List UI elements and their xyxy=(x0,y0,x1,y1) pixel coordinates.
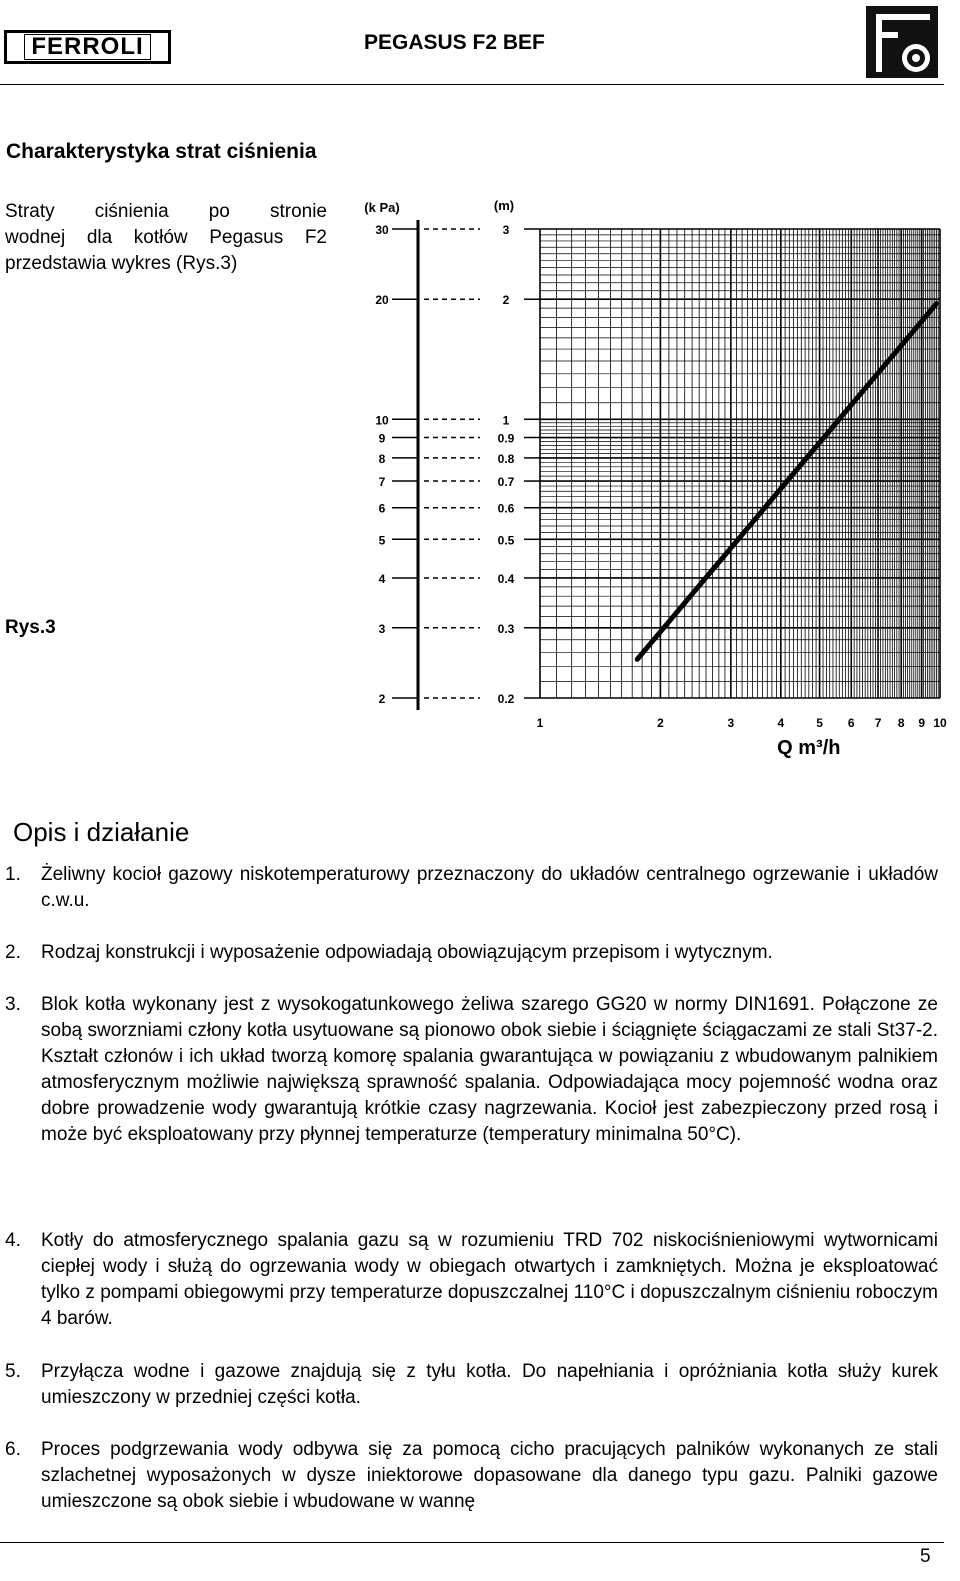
y-tick-label-m: 3 xyxy=(502,223,510,237)
item-number: 2. xyxy=(5,942,21,963)
x-tick-label: 5 xyxy=(816,716,823,730)
section-title: Charakterystyka strat ciśnienia xyxy=(6,140,317,163)
x-axis-label: Q m³/h xyxy=(777,737,841,759)
item-text: Blok kotła wykonany jest z wysokogatunkowego żeliwa szarego GG20 w normy DIN1691. Połączone ze sobą sworzniami człony kotła usytuowane są pionowo obok siebie i ściągnięte ściągaczami ze stali St37-2. Kształt członów i ich układ tworzą komorę spalania gwarantująca w powiązaniu z wbudowanym palnikiem atmosferycznym możliwie największą sprawność spalania. Odpowiadająca mocy pojemność wodna oraz dobre prowadzenie wody gwarantują krótkie czasy nagrzewania. Kocioł jest zabezpieczony przed rosą i może być eksploatowany przy płynnej temperaturze (temperatury minimalna 50°C). xyxy=(41,994,938,1145)
y-axis-label-m: (m) xyxy=(493,198,515,213)
list-item xyxy=(5,992,938,1148)
x-tick-label: 4 xyxy=(777,716,785,730)
y-tick-label-kpa: 3 xyxy=(378,621,386,636)
item-number: 1. xyxy=(5,864,21,885)
y-tick-label-kpa: 8 xyxy=(378,451,386,466)
y-tick-label-m: 2 xyxy=(502,293,510,308)
intro-line: przedstawia wykres (Rys.3) xyxy=(5,253,238,274)
y-tick-label-kpa: 4 xyxy=(378,571,386,586)
x-tick-label: 2 xyxy=(657,716,664,730)
item-text: Przyłącza wodne i gazowe znajdują się z tyłu kotła. Do napełniania i opróżniania kotła służy kurek umieszczony w przedniej części kotła. xyxy=(41,1361,938,1408)
y-tick-label-kpa: 30 xyxy=(375,223,389,237)
item-number: 4. xyxy=(5,1230,21,1251)
y-tick-label-kpa: 2 xyxy=(378,692,386,706)
brand-mark-icon xyxy=(866,6,938,78)
y-tick-label-kpa: 7 xyxy=(378,475,386,490)
y-tick-label-kpa: 6 xyxy=(378,501,386,516)
y-tick-label-m: 0.7 xyxy=(497,475,515,490)
list-item xyxy=(5,1437,938,1515)
x-tick-label: 8 xyxy=(897,716,905,730)
description-title: Opis i działanie xyxy=(13,817,190,847)
x-tick-label: 1 xyxy=(536,716,544,730)
x-tick-label: 9 xyxy=(918,716,926,730)
y-tick-label-m: 0.8 xyxy=(497,451,515,466)
intro-line: wodnej dla kotłów Pegasus F2 xyxy=(5,227,327,248)
y-tick-label-kpa: 9 xyxy=(378,431,386,446)
y-tick-label-m: 0.6 xyxy=(497,501,515,516)
item-number: 3. xyxy=(5,994,21,1015)
header-rule xyxy=(0,84,944,85)
logo-text: FERROLI xyxy=(24,34,150,60)
list-item xyxy=(5,1228,938,1332)
footer-rule xyxy=(0,1542,944,1543)
y-tick-label-kpa: 10 xyxy=(375,413,389,428)
y-tick-label-m: 1 xyxy=(502,413,510,428)
x-tick-label: 3 xyxy=(727,716,735,730)
y-tick-label-kpa: 20 xyxy=(375,293,389,308)
item-text: Proces podgrzewania wody odbywa się za pomocą cicho pracujących palników wykonanych ze stali szlachetnej wyposażonych w dysze iniektorowe dopasowane dla danego typu gazu. Palniki gazowe umieszczone są obok siebie i wbudowane w wannę xyxy=(41,1439,938,1512)
y-tick-label-kpa: 5 xyxy=(378,533,386,548)
list-item xyxy=(5,940,938,966)
intro-text xyxy=(5,199,327,277)
x-tick-label: 7 xyxy=(874,716,882,730)
x-tick-label: 10 xyxy=(933,716,947,730)
document-title: PEGASUS F2 BEF xyxy=(364,31,545,54)
y-tick-label-m: 0.2 xyxy=(497,692,515,706)
ferroli-logo xyxy=(4,30,171,64)
y-tick-label-m: 0.5 xyxy=(497,533,515,548)
y-tick-label-m: 0.3 xyxy=(497,621,515,636)
y-tick-label-m: 0.9 xyxy=(497,431,515,446)
figure-label: Rys.3 xyxy=(5,617,56,638)
item-number: 5. xyxy=(5,1361,21,1382)
y-axis-label-kpa: (k Pa) xyxy=(364,200,400,215)
item-text: Żeliwny kocioł gazowy niskotemperaturowy przeznaczony do układów centralnego ogrzewanie i układów c.w.u. xyxy=(41,864,938,911)
item-text: Rodzaj konstrukcji i wyposażenie odpowiadają obowiązującym przepisom i wytycznym. xyxy=(41,942,773,963)
intro-line: Straty ciśnienia po stronie xyxy=(5,201,327,222)
item-text: Kotły do atmosferycznego spalania gazu są w rozumieniu TRD 702 niskociśnieniowymi wytwornicami ciepłej wody i służą do ogrzewania wody w obiegach otwartych i zamkniętych. Można je eksploatować tylko z pompami obiegowymi przy temperaturze dopuszczalnej 110°C i dopuszczalnym ciśnieniu roboczym 4 barów. xyxy=(41,1230,938,1329)
item-number: 6. xyxy=(5,1439,21,1460)
x-tick-label: 6 xyxy=(847,716,855,730)
list-item xyxy=(5,862,938,914)
list-item xyxy=(5,1359,938,1411)
pressure-loss-chart xyxy=(352,190,950,770)
page-number: 5 xyxy=(920,1546,931,1567)
y-tick-label-m: 0.4 xyxy=(497,571,515,586)
